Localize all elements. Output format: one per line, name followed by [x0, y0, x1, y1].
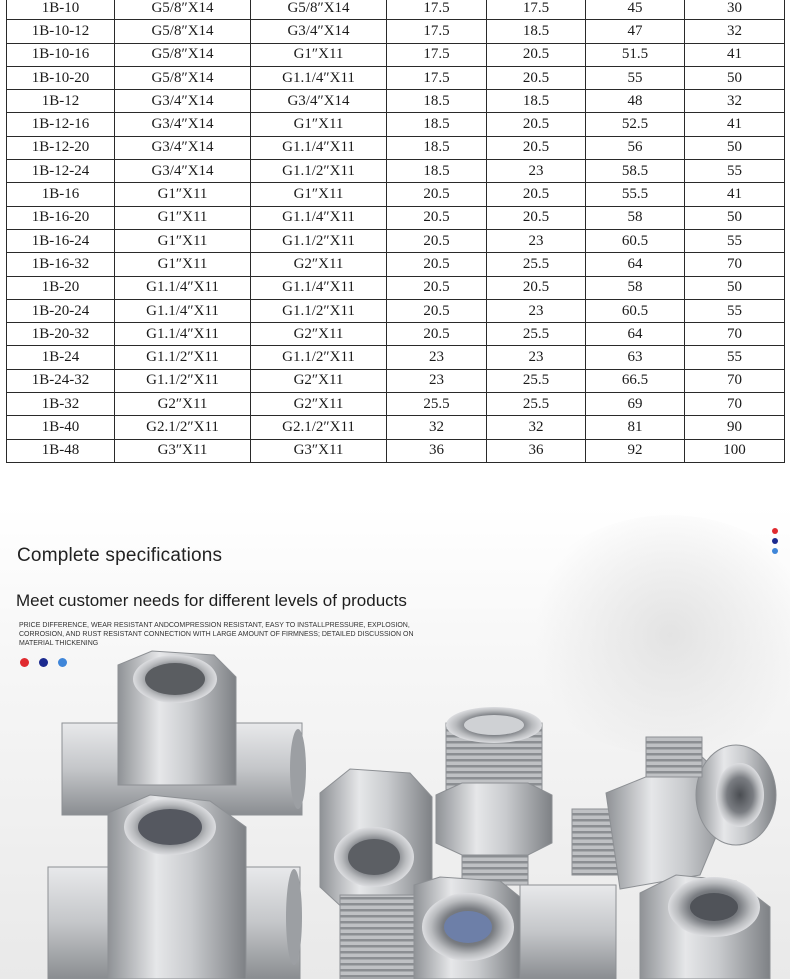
cell-thread-b: G2.1/2″X11 — [251, 416, 387, 439]
cell-model: 1B-12-20 — [7, 136, 115, 159]
cell-thread-a: G1.1/4″X11 — [115, 323, 251, 346]
cell-model: 1B-10-12 — [7, 20, 115, 43]
cell-thread-a: G5/8″X14 — [115, 20, 251, 43]
cell-hex-size: 55 — [685, 160, 785, 183]
table-row — [7, 253, 785, 276]
cell-length-b: 25.5 — [487, 253, 586, 276]
table-row — [7, 439, 785, 462]
cell-thread-b: G3/4″X14 — [251, 90, 387, 113]
cell-model: 1B-20-32 — [7, 323, 115, 346]
cell-thread-b: G1.1/4″X11 — [251, 206, 387, 229]
cell-length-a: 20.5 — [387, 276, 487, 299]
straight-adapter — [436, 707, 552, 885]
cell-thread-a: G2.1/2″X11 — [115, 416, 251, 439]
cross-fitting — [62, 651, 306, 815]
cell-hex-size: 50 — [685, 276, 785, 299]
cell-thread-a: G2″X11 — [115, 393, 251, 416]
cell-thread-b: G1″X11 — [251, 113, 387, 136]
cell-thread-b: G2″X11 — [251, 253, 387, 276]
cell-length-b: 20.5 — [487, 43, 586, 66]
cell-total-length: 60.5 — [586, 229, 685, 252]
cell-hex-size: 41 — [685, 183, 785, 206]
table-row — [7, 369, 785, 392]
table-row — [7, 323, 785, 346]
table-row — [7, 20, 785, 43]
cell-total-length: 92 — [586, 439, 685, 462]
cell-model: 1B-12-16 — [7, 113, 115, 136]
table-row — [7, 160, 785, 183]
table-row — [7, 416, 785, 439]
cell-total-length: 47 — [586, 20, 685, 43]
cell-thread-a: G1″X11 — [115, 229, 251, 252]
cell-total-length: 48 — [586, 90, 685, 113]
cell-hex-size: 41 — [685, 43, 785, 66]
cell-hex-size: 50 — [685, 206, 785, 229]
cell-length-a: 18.5 — [387, 90, 487, 113]
cell-thread-a: G1″X11 — [115, 183, 251, 206]
cell-thread-b: G1.1/2″X11 — [251, 346, 387, 369]
cell-total-length: 56 — [586, 136, 685, 159]
cell-total-length: 55 — [586, 66, 685, 89]
table-row — [7, 90, 785, 113]
cell-length-b: 25.5 — [487, 323, 586, 346]
cell-length-a: 18.5 — [387, 160, 487, 183]
cell-thread-b: G1.1/2″X11 — [251, 229, 387, 252]
cell-length-b: 20.5 — [487, 206, 586, 229]
cell-thread-b: G2″X11 — [251, 393, 387, 416]
table-row — [7, 113, 785, 136]
navy-dot — [772, 538, 778, 544]
cell-length-a: 20.5 — [387, 229, 487, 252]
cell-length-b: 23 — [487, 346, 586, 369]
cell-total-length: 58 — [586, 206, 685, 229]
cell-hex-size: 70 — [685, 253, 785, 276]
cell-thread-b: G1.1/4″X11 — [251, 136, 387, 159]
cell-length-b: 23 — [487, 299, 586, 322]
table-row — [7, 43, 785, 66]
cell-length-b: 18.5 — [487, 90, 586, 113]
cell-total-length: 60.5 — [586, 299, 685, 322]
cell-hex-size: 30 — [685, 0, 785, 20]
cell-model: 1B-24 — [7, 346, 115, 369]
table-row — [7, 0, 785, 20]
section-heading: Complete specifications — [17, 545, 223, 566]
cell-length-a: 17.5 — [387, 20, 487, 43]
cell-thread-b: G2″X11 — [251, 369, 387, 392]
cell-model: 1B-10-16 — [7, 43, 115, 66]
cell-total-length: 58.5 — [586, 160, 685, 183]
cell-total-length: 64 — [586, 323, 685, 346]
cell-model: 1B-10 — [7, 0, 115, 20]
elbow-fitting — [572, 737, 776, 889]
cell-length-a: 25.5 — [387, 393, 487, 416]
product-description: PRICE DIFFERENCE, WEAR RESISTANT ANDCOMPRESSION RESISTANT, EASY TO INSTALLPRESSURE, EXPLOSION, CORROSION, AND RUST RESISTANT CONNECTION WITH LARGE AMOUNT OF FIRMNESS; DETAILED DISCUSSION ON MATERIAL THICKENING — [19, 622, 414, 647]
cell-model: 1B-16 — [7, 183, 115, 206]
cell-thread-b: G1.1/4″X11 — [251, 66, 387, 89]
cell-length-b: 20.5 — [487, 276, 586, 299]
cell-length-b: 23 — [487, 229, 586, 252]
table-row — [7, 276, 785, 299]
spec-table — [6, 0, 785, 463]
table-row — [7, 206, 785, 229]
cell-model: 1B-40 — [7, 416, 115, 439]
cell-hex-size: 32 — [685, 20, 785, 43]
section-subheading: Meet customer needs for different levels of products — [16, 591, 407, 610]
cell-model: 1B-12 — [7, 90, 115, 113]
cell-thread-b: G3/4″X14 — [251, 20, 387, 43]
cell-length-b: 20.5 — [487, 66, 586, 89]
cell-length-a: 20.5 — [387, 206, 487, 229]
cell-length-a: 17.5 — [387, 66, 487, 89]
cell-hex-size: 50 — [685, 136, 785, 159]
cell-length-b: 17.5 — [487, 0, 586, 20]
cell-total-length: 52.5 — [586, 113, 685, 136]
cell-thread-a: G3/4″X14 — [115, 136, 251, 159]
color-dots-right — [772, 528, 778, 554]
cell-total-length: 69 — [586, 393, 685, 416]
cell-length-a: 20.5 — [387, 183, 487, 206]
cell-thread-a: G1.1/2″X11 — [115, 346, 251, 369]
cell-thread-b: G1″X11 — [251, 43, 387, 66]
cell-length-a: 18.5 — [387, 136, 487, 159]
cell-thread-a: G5/8″X14 — [115, 43, 251, 66]
cell-thread-a: G1″X11 — [115, 206, 251, 229]
cell-total-length: 58 — [586, 276, 685, 299]
table-row — [7, 136, 785, 159]
table-row — [7, 229, 785, 252]
cell-hex-size: 55 — [685, 346, 785, 369]
cell-thread-a: G3/4″X14 — [115, 160, 251, 183]
cell-hex-size: 55 — [685, 299, 785, 322]
cell-thread-b: G1.1/4″X11 — [251, 276, 387, 299]
product-section — [0, 505, 790, 979]
cell-thread-a: G1.1/4″X11 — [115, 299, 251, 322]
cell-total-length: 45 — [586, 0, 685, 20]
cell-total-length: 51.5 — [586, 43, 685, 66]
cell-model: 1B-12-24 — [7, 160, 115, 183]
cell-thread-b: G2″X11 — [251, 323, 387, 346]
cell-model: 1B-16-24 — [7, 229, 115, 252]
cell-length-a: 20.5 — [387, 299, 487, 322]
cell-model: 1B-20 — [7, 276, 115, 299]
cell-length-a: 36 — [387, 439, 487, 462]
cell-thread-b: G5/8″X14 — [251, 0, 387, 20]
cell-model: 1B-24-32 — [7, 369, 115, 392]
table-row — [7, 393, 785, 416]
table-row — [7, 66, 785, 89]
cell-model: 1B-32 — [7, 393, 115, 416]
cell-length-b: 23 — [487, 160, 586, 183]
cell-thread-a: G3/4″X14 — [115, 113, 251, 136]
cell-hex-size: 90 — [685, 416, 785, 439]
cell-hex-size: 50 — [685, 66, 785, 89]
cell-length-a: 17.5 — [387, 0, 487, 20]
cell-total-length: 81 — [586, 416, 685, 439]
cell-model: 1B-10-20 — [7, 66, 115, 89]
cell-hex-size: 55 — [685, 229, 785, 252]
tee-fitting — [48, 795, 302, 979]
cell-model: 1B-16-32 — [7, 253, 115, 276]
cell-thread-a: G5/8″X14 — [115, 66, 251, 89]
cell-length-b: 20.5 — [487, 113, 586, 136]
cell-model: 1B-16-20 — [7, 206, 115, 229]
cell-hex-size: 70 — [685, 369, 785, 392]
spec-table-body — [7, 0, 785, 462]
cell-thread-b: G1.1/2″X11 — [251, 299, 387, 322]
cell-thread-a: G3/4″X14 — [115, 90, 251, 113]
cell-length-a: 23 — [387, 369, 487, 392]
cell-hex-size: 100 — [685, 439, 785, 462]
cell-thread-a: G1.1/2″X11 — [115, 369, 251, 392]
cell-thread-a: G5/8″X14 — [115, 0, 251, 20]
red-dot — [772, 528, 778, 534]
cell-total-length: 66.5 — [586, 369, 685, 392]
cell-length-b: 20.5 — [487, 183, 586, 206]
cell-length-b: 32 — [487, 416, 586, 439]
table-row — [7, 346, 785, 369]
table-row — [7, 299, 785, 322]
cell-length-a: 20.5 — [387, 253, 487, 276]
cell-length-b: 25.5 — [487, 369, 586, 392]
round-connector — [520, 875, 770, 979]
blue-dot — [772, 548, 778, 554]
cell-length-a: 17.5 — [387, 43, 487, 66]
cell-thread-a: G1″X11 — [115, 253, 251, 276]
cell-length-a: 18.5 — [387, 113, 487, 136]
cell-length-a: 23 — [387, 346, 487, 369]
cell-length-b: 18.5 — [487, 20, 586, 43]
cell-length-b: 25.5 — [487, 393, 586, 416]
cell-thread-a: G3″X11 — [115, 439, 251, 462]
cell-total-length: 55.5 — [586, 183, 685, 206]
cell-total-length: 64 — [586, 253, 685, 276]
cell-model: 1B-20-24 — [7, 299, 115, 322]
cell-thread-b: G3″X11 — [251, 439, 387, 462]
cell-hex-size: 32 — [685, 90, 785, 113]
cell-total-length: 63 — [586, 346, 685, 369]
pipe-fittings-image — [0, 645, 790, 979]
cell-hex-size: 70 — [685, 323, 785, 346]
table-row — [7, 183, 785, 206]
cell-length-a: 20.5 — [387, 323, 487, 346]
cell-hex-size: 70 — [685, 393, 785, 416]
cell-thread-a: G1.1/4″X11 — [115, 276, 251, 299]
cell-length-a: 32 — [387, 416, 487, 439]
cell-thread-b: G1.1/2″X11 — [251, 160, 387, 183]
cell-hex-size: 41 — [685, 113, 785, 136]
cell-length-b: 36 — [487, 439, 586, 462]
cell-length-b: 20.5 — [487, 136, 586, 159]
cell-thread-b: G1″X11 — [251, 183, 387, 206]
cell-model: 1B-48 — [7, 439, 115, 462]
